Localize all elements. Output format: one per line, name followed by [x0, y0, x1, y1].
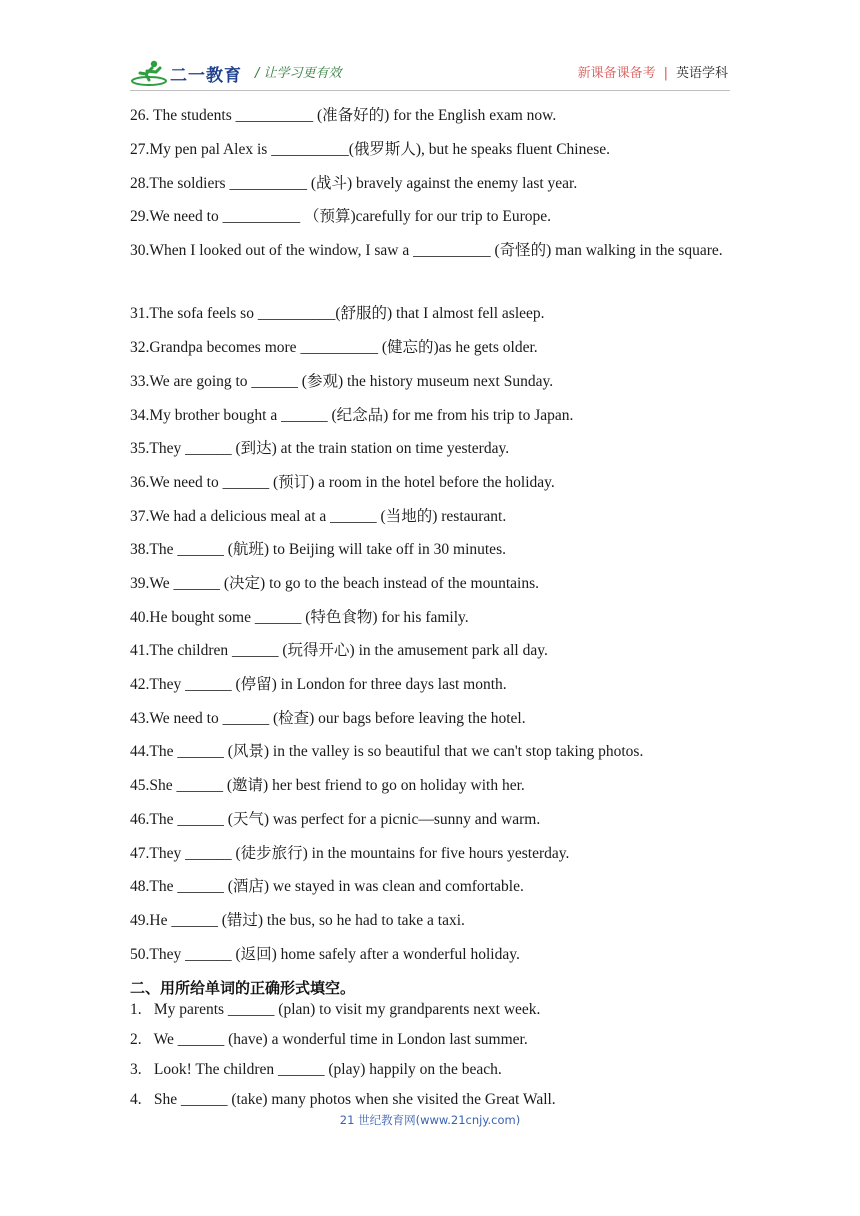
question-41: 41.The children ______ (玩得开心) in the amusement park all day. — [130, 642, 548, 659]
question-29: 29.We need to __________ （预算)carefully for our trip to Europe. — [130, 208, 552, 225]
exercise-item-4 — [130, 1085, 735, 1115]
page-footer[interactable]: 21 世纪教育网(www.21cnjy.com) — [339, 1113, 521, 1127]
question-48: 48.The ______ (酒店) we stayed in was clean and comfortable. — [130, 878, 524, 895]
question-39: 39.We ______ (决定) to go to the beach instead of the mountains. — [130, 575, 539, 592]
question-45: 45.She ______ (邀请) her best friend to go on holiday with her. — [130, 777, 525, 794]
question-26: 26. The students __________ (准备好的) for the English exam now. — [130, 107, 557, 124]
item-text: Look! The children ______ (play) happily on the beach. — [153, 1061, 502, 1078]
section-2-title: 二、用所给单词的正确形式填空。 — [130, 979, 356, 997]
exercise-item-1 — [130, 995, 735, 1025]
header-slogan: / 让学习更有效 — [255, 66, 342, 81]
item-number: 4. — [130, 1091, 142, 1108]
exercise-item-2 — [130, 1025, 735, 1055]
question-50: 50.They ______ (返回) home safely after a wonderful holiday. — [130, 946, 520, 963]
question-27: 27.My pen pal Alex is __________(俄罗斯人), but he speaks fluent Chinese. — [130, 141, 611, 158]
question-36: 36.We need to ______ (预订) a room in the hotel before the holiday. — [130, 474, 555, 491]
question-32: 32.Grandpa becomes more __________ (健忘的)as he gets older. — [130, 339, 538, 356]
question-37: 37.We had a delicious meal at a ______ (当地的) restaurant. — [130, 508, 507, 525]
header-separator: | — [663, 66, 668, 81]
question-30: 30.When I looked out of the window, I saw a __________ (奇怪的) man walking in the square. — [130, 242, 723, 259]
question-44: 44.The ______ (风景) in the valley is so beautiful that we can't stop taking photos. — [130, 743, 644, 760]
question-43: 43.We need to ______ (检查) our bags before leaving the hotel. — [130, 710, 526, 727]
question-34: 34.My brother bought a ______ (纪念品) for me from his trip to Japan. — [130, 407, 574, 424]
item-number: 2. — [130, 1031, 142, 1048]
runner-logo-icon — [130, 59, 168, 87]
exercise-item-3 — [130, 1055, 735, 1085]
question-42: 42.They ______ (停留) in London for three days last month. — [130, 676, 507, 693]
question-28: 28.The soldiers __________ (战斗) bravely against the enemy last year. — [130, 175, 578, 192]
header-subject: 英语学科 — [675, 66, 728, 81]
item-text: We ______ (have) a wonderful time in London last summer. — [153, 1031, 528, 1048]
item-number: 3. — [130, 1061, 142, 1078]
page-header — [130, 50, 730, 90]
header-divider — [130, 90, 730, 91]
item-text: She ______ (take) many photos when she visited the Great Wall. — [153, 1091, 556, 1108]
logo-text: 二一教育 — [170, 65, 242, 86]
header-right — [578, 62, 728, 81]
brand-logo — [130, 58, 242, 88]
question-46: 46.The ______ (天气) was perfect for a picnic—sunny and warm. — [130, 811, 541, 828]
question-35: 35.They ______ (到达) at the train station on time yesterday. — [130, 440, 510, 457]
question-33: 33.We are going to ______ (参观) the history museum next Sunday. — [130, 373, 554, 390]
question-38: 38.The ______ (航班) to Beijing will take off in 30 minutes. — [130, 541, 506, 558]
header-tag-prep: 新课备课备考 — [577, 66, 656, 81]
question-49: 49.He ______ (错过) the bus, so he had to take a taxi. — [130, 912, 465, 929]
item-text: My parents ______ (plan) to visit my grandparents next week. — [153, 1001, 541, 1018]
question-47: 47.They ______ (徒步旅行) in the mountains for five hours yesterday. — [130, 845, 570, 862]
question-40: 40.He bought some ______ (特色食物) for his family. — [130, 609, 469, 626]
item-number: 1. — [130, 1001, 142, 1018]
question-31: 31.The sofa feels so __________(舒服的) that I almost fell asleep. — [130, 305, 545, 322]
